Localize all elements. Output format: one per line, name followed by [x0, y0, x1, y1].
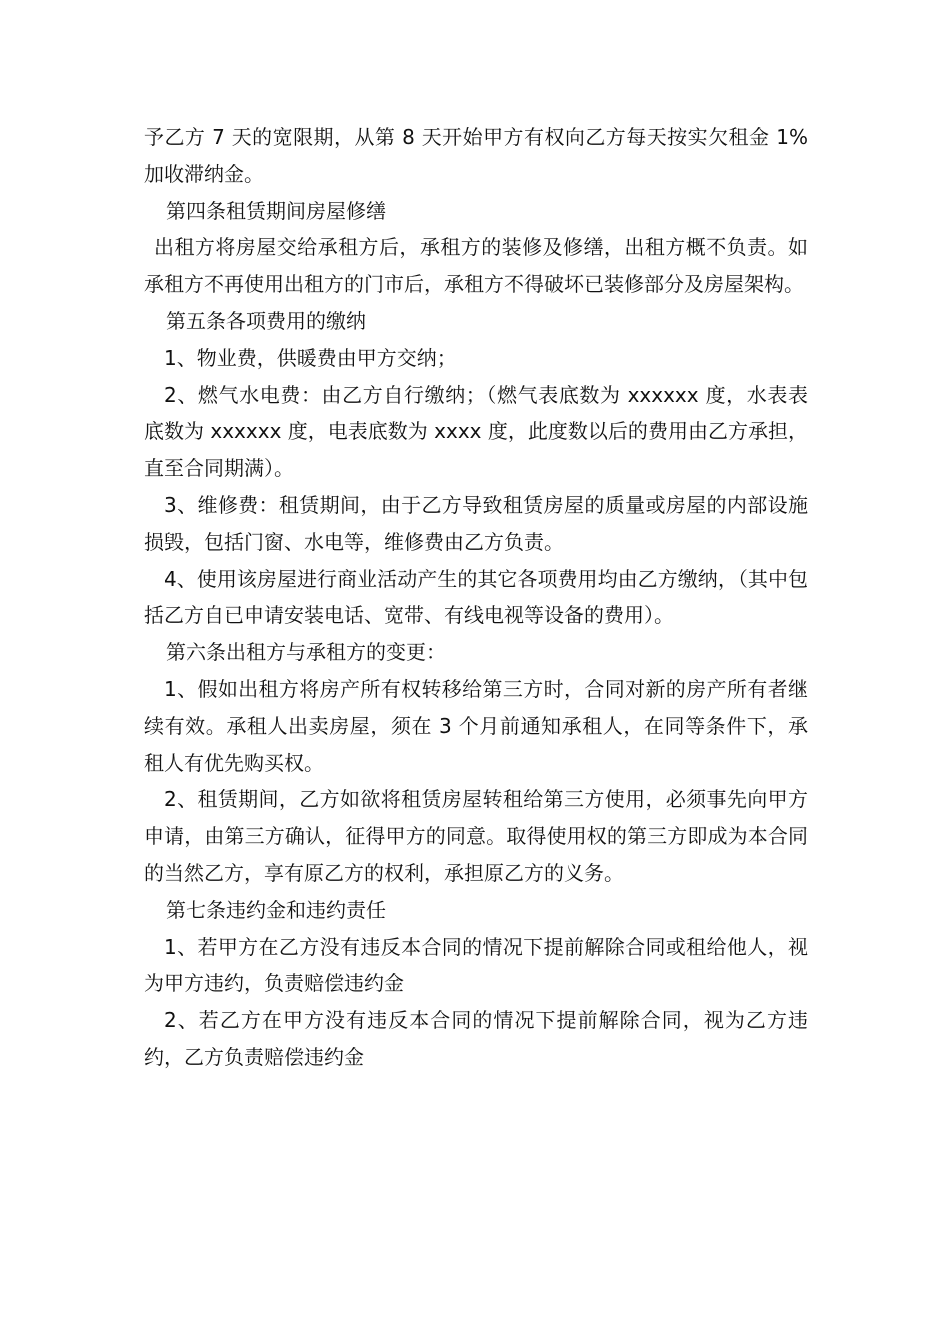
- list-item-other-fees: 4、使用该房屋进行商业活动产生的其它各项费用均由乙方缴纳，（其中包括乙方自已申请安装电话、宽带、有线电视等设备的费用）。: [144, 566, 808, 628]
- heading-article-5: 第五条各项费用的缴纳: [166, 308, 366, 333]
- list-item-utilities: 2、燃气水电费：由乙方自行缴纳；（燃气表底数为 xxxxxx 度，水表表底数为 xxxxxx 度，电表底数为 xxxx 度，此度数以后的费用由乙方承担，直至合同期满）。: [144, 382, 808, 481]
- document-body: [144, 119, 808, 1076]
- list-item-landlord-breach: 1、若甲方在乙方没有违反本合同的情况下提前解除合同或租给他人，视为甲方违约，负责赔偿违约金: [144, 934, 808, 996]
- paragraph-repairs: 出租方将房屋交给承租方后，承租方的装修及修缮，出租方概不负责。如承租方不再使用出租方的门市后，承租方不得破坏已装修部分及房屋架构。: [144, 235, 808, 297]
- list-item-sublease: 2、租赁期间，乙方如欲将租赁房屋转租给第三方使用，必须事先向甲方申请，由第三方确认，征得甲方的同意。取得使用权的第三方即成为本合同的当然乙方，享有原乙方的权利，承担原乙方的义务。: [144, 787, 808, 885]
- heading-article-7: 第七条违约金和违约责任: [166, 897, 386, 922]
- heading-article-4: 第四条租赁期间房屋修缮: [166, 198, 386, 223]
- list-item-property-fee: 1、物业费，供暖费由甲方交纳；: [164, 345, 457, 370]
- heading-article-6: 第六条出租方与承租方的变更：: [166, 640, 446, 665]
- paragraph-late-fee: 予乙方 7 天的宽限期，从第 8 天开始甲方有权向乙方每天按实欠租金 1%加收滞纳金。: [144, 125, 808, 186]
- list-item-ownership-transfer: 1、假如出租方将房产所有权转移给第三方时，合同对新的房产所有者继续有效。承租人出卖房屋，须在 3 个月前通知承租人，在同等条件下，承租人有优先购买权。: [144, 676, 808, 775]
- list-item-maintenance: 3、维修费：租赁期间，由于乙方导致租赁房屋的质量或房屋的内部设施损毁，包括门窗、水电等，维修费由乙方负责。: [144, 492, 808, 554]
- list-item-tenant-breach: 2、若乙方在甲方没有违反本合同的情况下提前解除合同，视为乙方违约，乙方负责赔偿违约金: [144, 1008, 808, 1069]
